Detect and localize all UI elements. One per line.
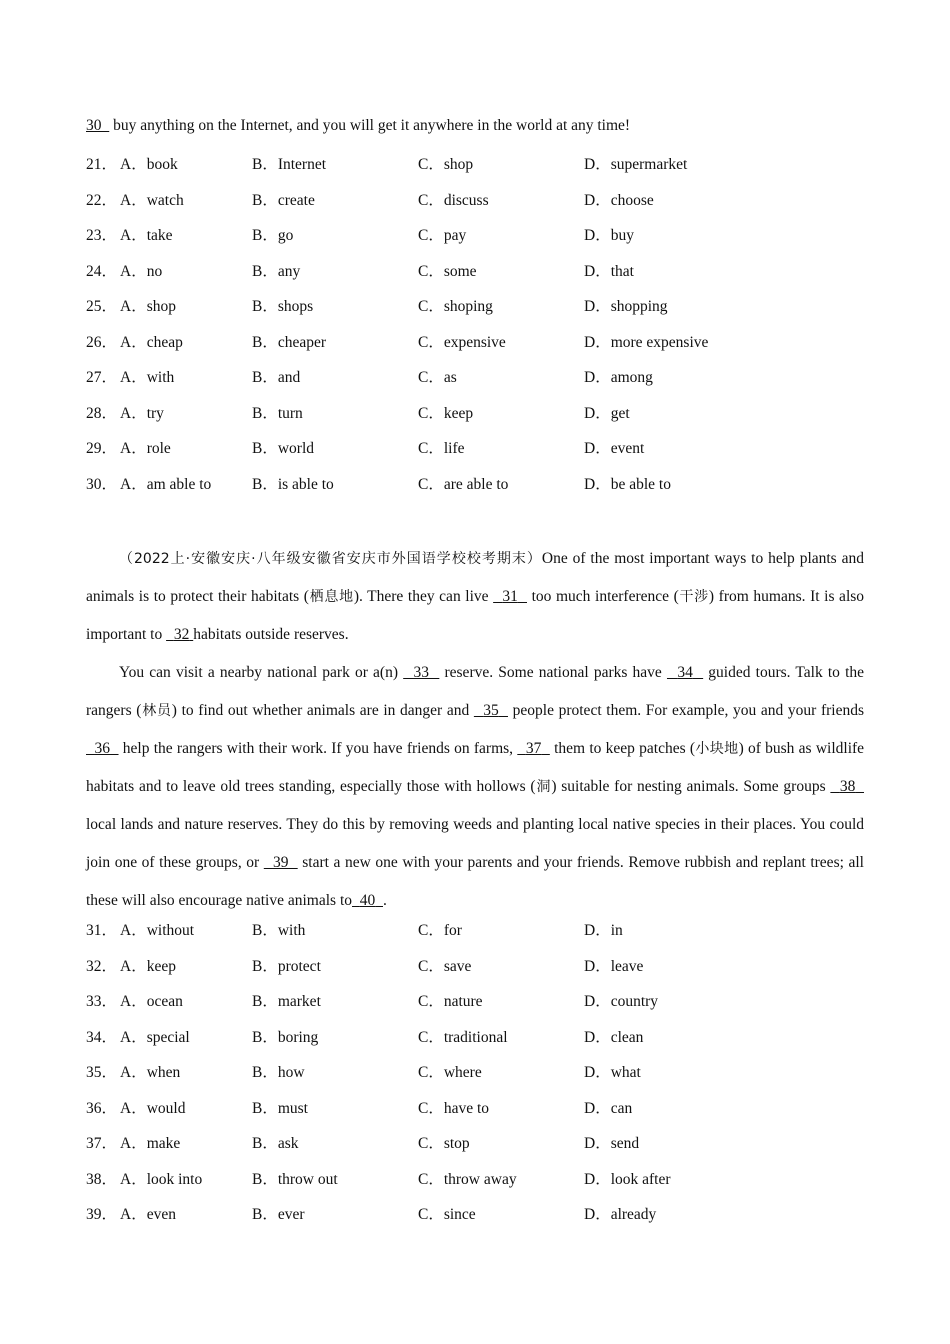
option-c: C．since: [418, 1206, 476, 1223]
option-d: D．look after: [584, 1170, 671, 1188]
option-b: B．with: [252, 922, 306, 939]
option-a: A．watch: [120, 191, 184, 209]
intro-text: buy anything on the Internet, and you will get it anywhere in the world at any time!: [109, 117, 631, 134]
option-a: A．book: [120, 156, 178, 173]
option-b: B．world: [252, 440, 315, 457]
option-a: A．even: [120, 1206, 176, 1223]
option-d: D．event: [584, 440, 645, 457]
option-c: C．as: [418, 369, 457, 386]
option-d: D．supermarket: [584, 156, 688, 173]
option-b: B．how: [252, 1064, 305, 1081]
option-b: B．any: [252, 262, 301, 280]
question-number: 29．: [86, 440, 118, 457]
option-b: B．must: [252, 1099, 308, 1117]
option-c: C．are able to: [418, 475, 509, 493]
option-a: A．without: [120, 922, 195, 939]
option-b: B．shops: [252, 298, 314, 315]
option-c: C．stop: [418, 1135, 470, 1152]
option-a: A．keep: [120, 957, 176, 975]
option-d: D．can: [584, 1099, 633, 1117]
option-c: C．keep: [418, 404, 474, 422]
question-number: 27．: [86, 369, 118, 386]
option-d: D．get: [584, 404, 630, 422]
option-c: C．some: [418, 262, 477, 280]
question-number: 32．: [86, 957, 118, 975]
passage-paragraph-2: You can visit a nearby national park or a(n) 33 reserve. Some national parks have 34 guided tours. Talk to the rangers (林员) to find out whether animals are in danger and 35 people protect them. For example, you and your friends 36 help the rangers with their work. If you have friends on farms, 37 them to keep patches (小块地) of bush as wildlife habitats and to leave old trees standing, especially those with hollows (洞) suitable for nesting animals. Some groups 38 local lands and nature reserves. They do this by removing weeds and planting local native species in their places. You could join one of these groups, or 39 start a new one with your parents and your friends. Remove rubbish and replant trees; all these will also encourage native animals to 40 .: [86, 664, 865, 909]
question-row: [86, 954, 786, 990]
option-c: C．life: [418, 440, 465, 457]
question-row: [86, 1060, 786, 1096]
option-c: C．where: [418, 1064, 482, 1081]
option-a: A．look into: [120, 1170, 203, 1188]
question-number: 30．: [86, 475, 118, 493]
question-row: [86, 259, 786, 295]
option-d: D．be able to: [584, 475, 671, 493]
option-b: B．turn: [252, 404, 303, 422]
blank-30: 30: [86, 117, 102, 134]
option-a: A．make: [120, 1135, 181, 1152]
options-set-1: [86, 152, 786, 507]
reading-passage: [86, 540, 864, 920]
question-row: [86, 918, 786, 954]
question-number: 25．: [86, 298, 118, 315]
question-row: [86, 152, 786, 188]
option-a: A．role: [120, 440, 171, 457]
option-b: B．is able to: [252, 475, 334, 493]
question-row: [86, 401, 786, 437]
option-c: C．save: [418, 957, 472, 975]
option-a: A．with: [120, 369, 175, 386]
blank-32: 32: [173, 626, 190, 643]
option-b: B．cheaper: [252, 333, 327, 351]
question-number: 36．: [86, 1099, 118, 1117]
option-d: D．already: [584, 1206, 657, 1223]
blank-35: 35: [483, 702, 499, 719]
option-a: A．try: [120, 404, 164, 422]
option-c: C．for: [418, 922, 462, 939]
option-c: C．discuss: [418, 191, 489, 209]
question-row: [86, 330, 786, 366]
blank-38: 38: [839, 778, 856, 795]
option-a: A．would: [120, 1099, 186, 1117]
option-b: B．market: [252, 993, 321, 1010]
intro-line: [86, 117, 630, 135]
question-row: [86, 436, 786, 472]
option-b: B．throw out: [252, 1170, 338, 1188]
option-a: A．when: [120, 1064, 181, 1081]
option-a: A．shop: [120, 298, 176, 315]
question-number: 39．: [86, 1206, 118, 1223]
option-d: D．in: [584, 922, 623, 939]
option-c: C．pay: [418, 227, 467, 244]
blank-36: 36: [94, 740, 111, 757]
option-d: D．clean: [584, 1028, 644, 1046]
option-b: B．Internet: [252, 156, 327, 173]
option-b: B．ever: [252, 1206, 305, 1223]
option-b: B．go: [252, 227, 294, 244]
question-number: 26．: [86, 333, 118, 351]
blank-39: 39: [272, 854, 289, 871]
question-row: [86, 989, 786, 1025]
option-c: C．shoping: [418, 298, 493, 315]
source-note: （2022上·安徽安庆·八年级安徽省安庆市外国语学校校考期末）: [119, 551, 542, 567]
option-a: A．no: [120, 262, 163, 280]
blank-37: 37: [525, 740, 542, 757]
option-a: A．cheap: [120, 333, 183, 351]
option-b: B．create: [252, 191, 315, 209]
question-number: 37．: [86, 1135, 118, 1152]
question-number: 33．: [86, 993, 118, 1010]
option-c: C．have to: [418, 1099, 490, 1117]
question-row: [86, 1096, 786, 1132]
question-number: 21．: [86, 156, 118, 173]
question-number: 38．: [86, 1170, 118, 1188]
question-number: 23．: [86, 227, 118, 244]
option-d: D．what: [584, 1064, 641, 1081]
option-c: C．nature: [418, 993, 483, 1010]
question-number: 28．: [86, 404, 118, 422]
option-c: C．shop: [418, 156, 474, 173]
question-row: [86, 1025, 786, 1061]
option-c: C．expensive: [418, 333, 506, 351]
option-a: A．am able to: [120, 475, 212, 493]
question-row: [86, 472, 786, 508]
option-b: B．and: [252, 369, 301, 386]
option-d: D．choose: [584, 191, 654, 209]
option-d: D．more expensive: [584, 333, 709, 351]
option-d: D．shopping: [584, 298, 668, 315]
question-number: 22．: [86, 191, 118, 209]
option-d: D．that: [584, 262, 634, 280]
question-row: [86, 188, 786, 224]
blank-31: 31: [502, 588, 518, 605]
option-d: D．leave: [584, 957, 644, 975]
blank-34: 34: [677, 664, 693, 681]
option-b: B．ask: [252, 1135, 299, 1152]
blank-33: 33: [413, 664, 429, 681]
option-a: A．special: [120, 1028, 190, 1046]
question-row: [86, 223, 786, 259]
option-d: D．country: [584, 993, 659, 1010]
question-row: [86, 294, 786, 330]
question-row: [86, 365, 786, 401]
option-a: A．ocean: [120, 993, 183, 1010]
question-number: 31．: [86, 922, 118, 939]
option-d: D．among: [584, 369, 653, 386]
option-c: C．traditional: [418, 1028, 508, 1046]
option-c: C．throw away: [418, 1170, 517, 1188]
question-number: 24．: [86, 262, 118, 280]
question-row: [86, 1131, 786, 1167]
question-number: 34．: [86, 1028, 118, 1046]
option-d: D．buy: [584, 227, 634, 244]
question-row: [86, 1167, 786, 1203]
option-b: B．boring: [252, 1028, 319, 1046]
option-a: A．take: [120, 227, 173, 244]
question-row: [86, 1202, 786, 1238]
blank-40: 40: [359, 892, 376, 909]
option-d: D．send: [584, 1135, 640, 1152]
passage-paragraph-1: （2022上·安徽安庆·八年级安徽省安庆市外国语学校校考期末）One of the most important ways to help plants and animals is to protect their habitats (栖息地). There they can live 31 too much interference (干涉) from humans. It is also important to 32 habitats outside reserves.: [86, 550, 865, 643]
option-b: B．protect: [252, 957, 321, 975]
question-number: 35．: [86, 1064, 118, 1081]
options-set-2: [86, 918, 786, 1238]
